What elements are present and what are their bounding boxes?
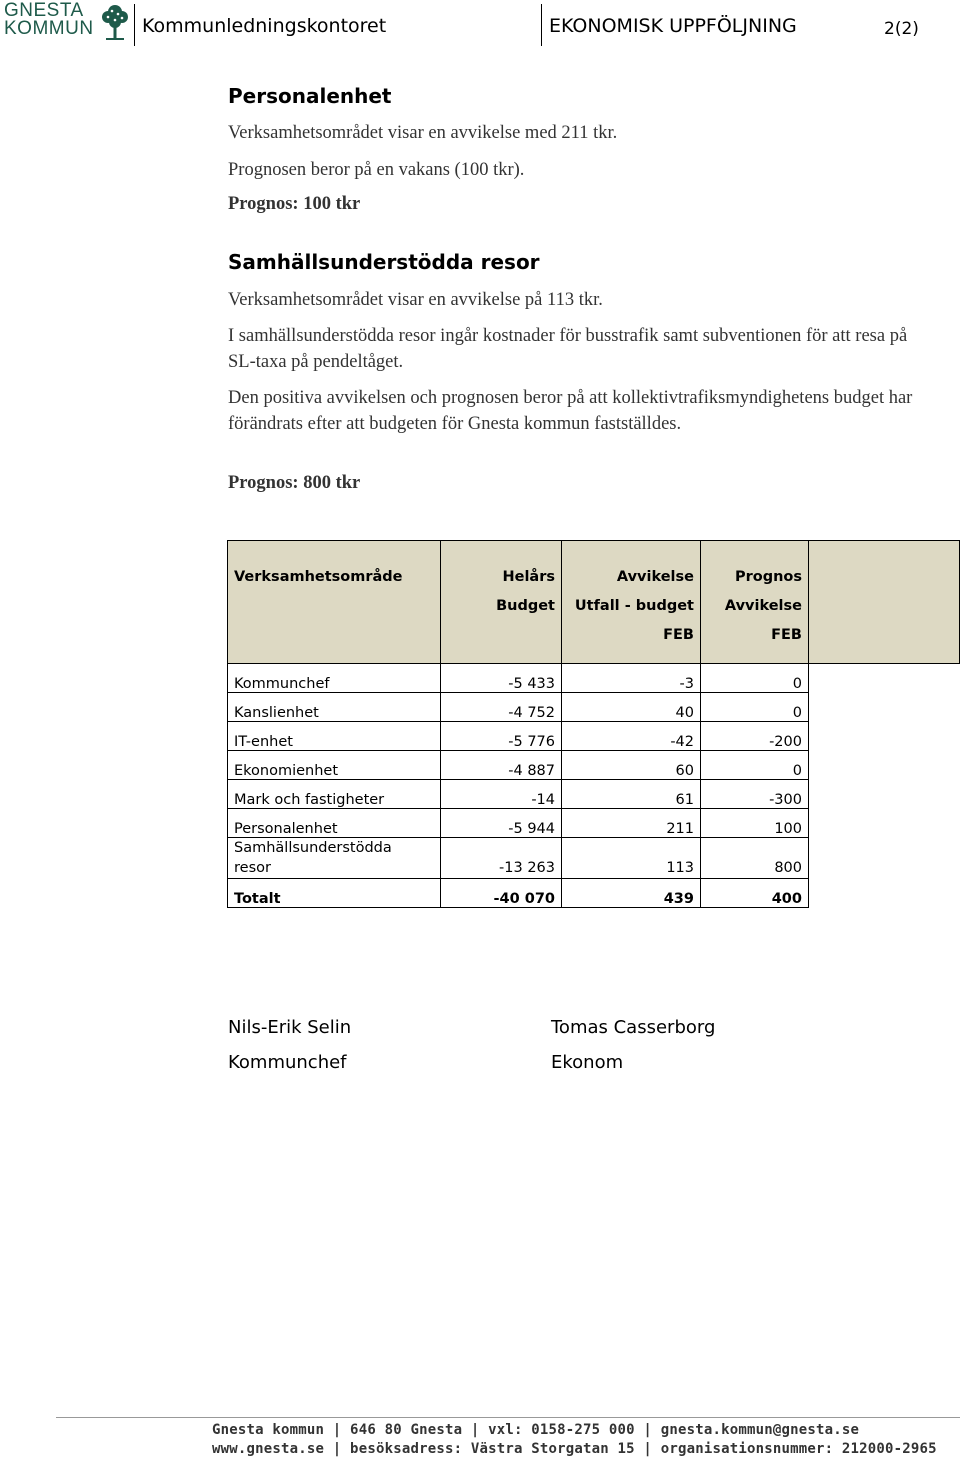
table-row: [228, 809, 960, 838]
total-prognos: 400: [701, 879, 809, 908]
row-avvikelse: -3: [562, 664, 701, 693]
signature-right-name: Tomas Casserborg: [551, 1017, 716, 1038]
row-prognos: -200: [701, 722, 809, 751]
page-number: 2(2): [884, 19, 919, 39]
tree-icon: [100, 2, 130, 44]
resor-paragraph-3: Den positiva avvikelsen och prognosen beror på att kollektivtrafiksmyndighetens budget har förändrats efter att budgeten för Gnesta kommun fastställdes.: [228, 388, 913, 434]
header-verksamhet: Verksamhetsområde: [228, 541, 441, 664]
table-row: [228, 838, 960, 879]
row-name: Personalenhet: [228, 809, 441, 838]
row-budget: -4 887: [441, 751, 562, 780]
table-row: [228, 664, 960, 693]
row-avvikelse: -42: [562, 722, 701, 751]
resor-prognos: Prognos: 800 tkr: [228, 473, 361, 493]
row-name: Mark och fastigheter: [228, 780, 441, 809]
row-avvikelse: 40: [562, 693, 701, 722]
header-avvikelse: Avvikelse Utfall - budget FEB: [562, 541, 701, 664]
row-prognos: 800: [701, 838, 809, 879]
footer-address: www.gnesta.se | besöksadress: Västra Storgatan 15 | organisationsnummer: 212000-2965: [212, 1441, 937, 1457]
row-budget: -13 263: [441, 838, 562, 879]
row-name: Samhällsunderstödda resor: [228, 838, 441, 879]
department-name: Kommunledningskontoret: [142, 15, 387, 37]
personal-paragraph-2: Prognosen beror på en vakans (100 tkr).: [228, 160, 525, 180]
row-name: IT-enhet: [228, 722, 441, 751]
logo: [4, 2, 130, 46]
row-budget: -4 752: [441, 693, 562, 722]
signature-left-role: Kommunchef: [228, 1052, 347, 1073]
total-avvikelse: 439: [562, 879, 701, 908]
table-row: [228, 693, 960, 722]
budget-table: [227, 540, 960, 908]
row-prognos: -300: [701, 780, 809, 809]
header-prognos: Prognos Avvikelse FEB: [701, 541, 809, 664]
row-prognos: 0: [701, 751, 809, 780]
header-budget: Helårs Budget: [441, 541, 562, 664]
footer-divider: [56, 1417, 960, 1418]
resor-paragraph-2: I samhällsunderstödda resor ingår kostnader för busstrafik samt subventionen för att resa på SL-taxa på pendeltåget.: [228, 326, 908, 372]
table-row: [228, 722, 960, 751]
logo-line-2: KOMMUN: [4, 18, 94, 39]
row-prognos: 0: [701, 693, 809, 722]
resor-paragraph-1: Verksamhetsområdet visar en avvikelse på 113 tkr.: [228, 290, 603, 310]
row-budget: -5 433: [441, 664, 562, 693]
total-name: Totalt: [228, 879, 441, 908]
signature-left-name: Nils-Erik Selin: [228, 1017, 352, 1038]
row-name: Ekonomienhet: [228, 751, 441, 780]
logo-text: [4, 2, 94, 38]
row-budget: -5 776: [441, 722, 562, 751]
personal-prognos: Prognos: 100 tkr: [228, 194, 361, 214]
document-title: EKONOMISK UPPFÖLJNING: [549, 15, 797, 37]
total-budget: -40 070: [441, 879, 562, 908]
row-avvikelse: 113: [562, 838, 701, 879]
table-row: [228, 751, 960, 780]
personal-paragraph-1: Verksamhetsområdet visar en avvikelse med 211 tkr.: [228, 123, 618, 143]
header-divider: [541, 4, 542, 46]
footer-contact: Gnesta kommun | 646 80 Gnesta | vxl: 0158-275 000 | gnesta.kommun@gnesta.se: [212, 1422, 860, 1438]
row-avvikelse: 211: [562, 809, 701, 838]
row-name: Kommunchef: [228, 664, 441, 693]
header-divider: [134, 4, 135, 46]
section-heading-resor: Samhällsunderstödda resor: [228, 250, 540, 274]
table-total-row: [228, 879, 960, 908]
row-prognos: 100: [701, 809, 809, 838]
signature-right-role: Ekonom: [551, 1052, 624, 1073]
row-avvikelse: 61: [562, 780, 701, 809]
section-heading-personal: Personalenhet: [228, 84, 392, 108]
row-budget: -14: [441, 780, 562, 809]
row-budget: -5 944: [441, 809, 562, 838]
header-empty-cell: [809, 541, 960, 664]
table-row: [228, 780, 960, 809]
row-name: Kanslienhet: [228, 693, 441, 722]
table-header-row: [228, 541, 960, 664]
row-avvikelse: 60: [562, 751, 701, 780]
logo-line-1: GNESTA: [4, 0, 84, 21]
row-prognos: 0: [701, 664, 809, 693]
